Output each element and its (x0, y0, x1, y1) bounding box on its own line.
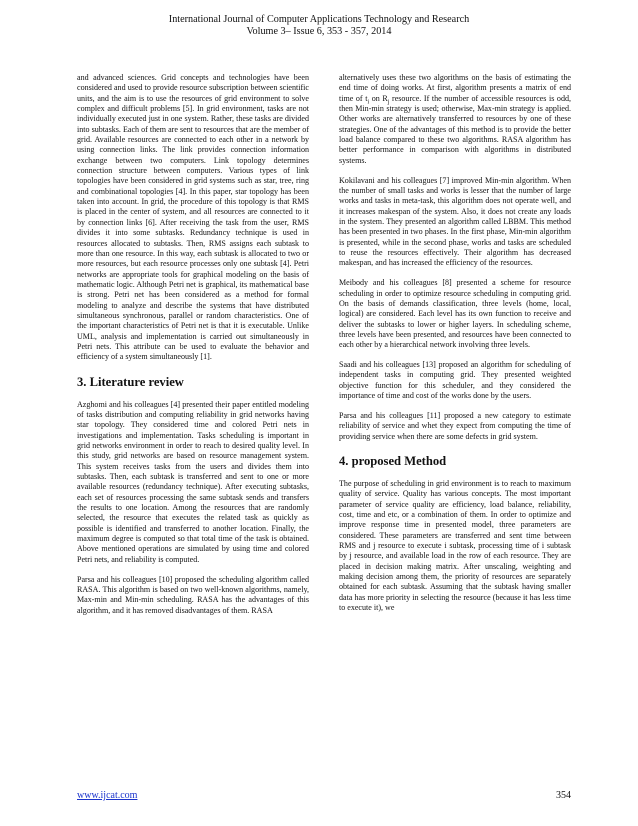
left-column (77, 73, 309, 626)
page-header (0, 14, 638, 38)
paragraph-text: alternatively uses these two algorithms on the basis of estimating the end time of doing works. At first, algorithm presents a matrix of end time of t (339, 73, 571, 103)
paragraph-text: resource. If the number of accessible resources is odd, then Min-min strategy is used; otherwise, Max-min strategy is applied. Other works are alternatively transferred to resources by one of these strategies. One of the advantages of this method is to provide the better load balance compared to these two algorithms. RASA algorithm has better performance in comparison with algorithms in distributed systems. (339, 93, 572, 165)
paragraph: The purpose of scheduling in grid environment is to reach to maximum quality of service. Quality has various concepts. The most important parameter of service quality are efficiency, load balance, reliability, cost, time and etc, or a combination of them. In order to optimize and improve response time in presented model, three parameters are considered. These parameters are transferred and sent time between RMS and j resource to execute i subtask, processing time of i subtask by j resource, and available load in the row of each resource. They are placed in decision making matrix. After unscaling, weighting and making decision among them, the priority of resources are separately obtained for each subtask. Assuming that the subtask having smaller data has more priority in selecting the resource (because it has less time to execute it), we (339, 479, 571, 613)
paragraph: Parsa and his colleagues [11] proposed a new category to estimate reliability of service and whet they expect from computing the time of providing service when there are some defects in grid system. (339, 410, 571, 441)
page-number: 354 (556, 790, 571, 801)
paragraph-text: on R (369, 93, 388, 103)
paragraph: and advanced sciences. Grid concepts and technologies have been considered and used to provide resource subscription between scientific units, and the aim is to use the resources of grid environment to solve complex and difficult problems [5]. In grid environment, tasks are not individually executed just in one system. Rather, these tasks are divided into subtasks. Each of them are sent to resources that are the member of grid. Available resources are connected to each other in a network by using connection links. The link provides connection information exchange between two computers. Link topology determines connection structure between computers. Various types of link topologies have been considered in grid systems such as star, tree, ring and combinational topologies [4]. In this paper, star topology has been taken into account. In grid, the procedure of this topology is that RMS is placed in the center of system, and all resources are connected to it by connection links [6]. After receiving the task from the user, RMS divides it into some subtasks. Redundancy technique is used in resources allocated to subtasks. Then, RMS assigns each subtask to more than one resource. In this way, each subtask is allocated to two or more resources, but each resource processes only one subtask [4]. Petri networks are appropriate tools for graphical modeling on the basis of mathematic logic. Although Petri net is graphical, its mathematical base is strong. Petri net has been considered as a method for formal modeling to analyze and describe the systems that have distributed simultaneous synchronous, parallel or random characteristics. One of the important characteristics of Petri net is that it is executable. Unlike UML, analysis and implementation is carried out simultaneously in Petri nets. This attribute can be used to evaluate the behavior and efficiency of a system simultaneously [1]. (77, 73, 309, 362)
paragraph: Kokilavani and his colleagues [7] improved Min-min algorithm. When the number of small tasks and works is lesser that the number of large works and tasks in meta-task, this algorithm does not operate well, and it increases makespan of the system. Also, it does not create any loads in the system. They presented an algorithm called LBBM. This method has been presented in two phases. In the first phase, Min-min algorithm is presented, while in the second phase, works and tasks are scheduled to reuse the resources effectively. Their algorithm has decreased makespan, and has increased the efficiency of the resources. (339, 175, 571, 268)
paragraph: Meibody and his colleagues [8] presented a scheme for resource scheduling in order to optimize resource scheduling in computing grid. On the basis of demands classification, three levels (home, local, logical) are considered. Each level has its own function to receive and deliver the subtasks to lower or higher layers. In scheduling scheme, three levels have been presented, and resources have been connected to each other by a hierarchical network involving three levels. (339, 278, 571, 350)
section-heading-proposed-method: 4. proposed Method (339, 454, 447, 468)
journal-url-link[interactable]: www.ijcat.com (77, 790, 138, 801)
subscript: j (387, 99, 390, 106)
right-column (339, 73, 571, 623)
paragraph: Azghomi and his colleagues [4] presented their paper entitled modeling of tasks distribution and computing reliability in grid networks having star topology. They considered time and colored Petri nets in investigations and implementation. Tasks scheduling is important in grid networks environment in order to reach to desired quality level. In this study, grid networks are based on resource management system. This system receives tasks from the users and divides them into subtasks. Then, each subtask is transferred and sent to one or more available resources (redundancy technique). After executing subtasks, each set of resources processing the same subtask sends and transfers the results to one location. Among the resources that are randomly selected, the resource that executes the related task as quickly as possible is identified and transferred to another location. Finally, the maximum degree is computed so that total time of the task is obtained. Above mentioned operations are simulated by using time and colored Petri nets, and reliability is computed. (77, 399, 309, 564)
volume-info: Volume 3– Issue 6, 353 - 357, 2014 (246, 26, 392, 37)
paragraph: Saadi and his colleagues [13] proposed an algorithm for scheduling of independent tasks in computing grid. They presented weighted objective function for this scheduler, and they considered the importance of time and cost of the works done by the users. (339, 360, 571, 401)
section-heading-literature-review: 3. Literature review (77, 374, 184, 389)
paragraph (339, 73, 571, 166)
page-footer (77, 790, 571, 801)
journal-title: International Journal of Computer Applications Technology and Research (168, 14, 470, 25)
subscript: i (367, 99, 370, 106)
paragraph: Parsa and his colleagues [10] proposed the scheduling algorithm called RASA. This algorithm is based on two well-known algorithms, namely, Max-min and Min-min scheduling. RASA has the advantages of this algorithm, and it has removed disadvantages of them. RASA (77, 574, 309, 615)
